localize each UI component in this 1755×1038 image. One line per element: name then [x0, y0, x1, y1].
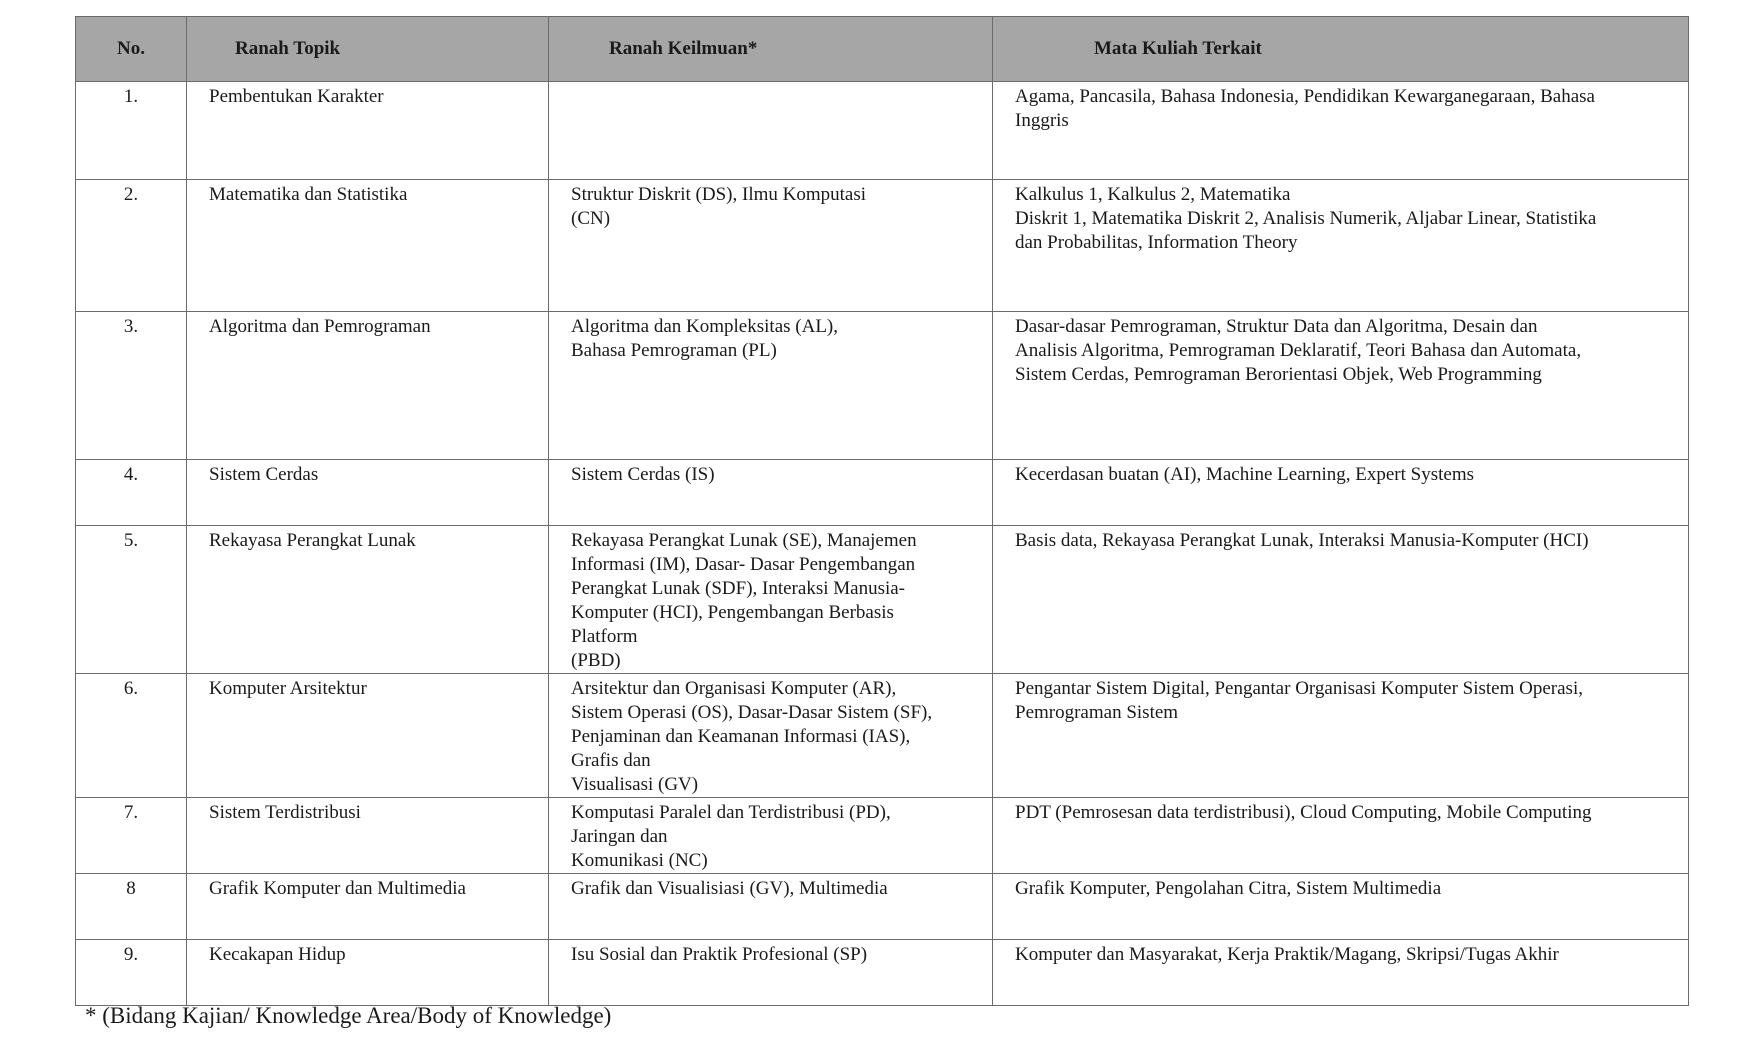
cell-ranah-topik: Grafik Komputer dan Multimedia	[187, 874, 549, 940]
cell-mata-kuliah: Pengantar Sistem Digital, Pengantar Organisasi Komputer Sistem Operasi, Pemrograman Sistem	[993, 674, 1689, 798]
cell-no: 9.	[76, 940, 187, 1006]
cell-ranah-keilmuan: Arsitektur dan Organisasi Komputer (AR), Sistem Operasi (OS), Dasar-Dasar Sistem (SF), Penjaminan dan Keamanan Informasi (IAS), Grafis dan Visualisasi (GV)	[549, 674, 993, 798]
table-row	[76, 180, 1689, 312]
cell-mata-kuliah: Agama, Pancasila, Bahasa Indonesia, Pendidikan Kewarganegaraan, Bahasa Inggris	[993, 82, 1689, 180]
cell-ranah-topik: Algoritma dan Pemrograman	[187, 312, 549, 460]
table-row	[76, 526, 1689, 674]
table-row	[76, 940, 1689, 1006]
cell-no: 3.	[76, 312, 187, 460]
table-footnote: * (Bidang Kajian/ Knowledge Area/Body of Knowledge)	[85, 1003, 612, 1028]
cell-ranah-keilmuan: Struktur Diskrit (DS), Ilmu Komputasi (CN)	[549, 180, 993, 312]
cell-no: 2.	[76, 180, 187, 312]
table-row	[76, 674, 1689, 798]
cell-ranah-keilmuan: Sistem Cerdas (IS)	[549, 460, 993, 526]
cell-mata-kuliah: Grafik Komputer, Pengolahan Citra, Sistem Multimedia	[993, 874, 1689, 940]
header-mata-kuliah: Mata Kuliah Terkait	[993, 17, 1689, 82]
header-ranah-keilmuan: Ranah Keilmuan*	[549, 17, 993, 82]
cell-ranah-topik: Sistem Terdistribusi	[187, 798, 549, 874]
cell-no: 8	[76, 874, 187, 940]
cell-ranah-keilmuan: Isu Sosial dan Praktik Profesional (SP)	[549, 940, 993, 1006]
cell-no: 4.	[76, 460, 187, 526]
cell-no: 7.	[76, 798, 187, 874]
cell-no: 5.	[76, 526, 187, 674]
cell-ranah-keilmuan: Grafik dan Visualisiasi (GV), Multimedia	[549, 874, 993, 940]
table-header	[76, 17, 1689, 82]
cell-ranah-keilmuan: Algoritma dan Kompleksitas (AL), Bahasa Pemrograman (PL)	[549, 312, 993, 460]
cell-mata-kuliah: Komputer dan Masyarakat, Kerja Praktik/Magang, Skripsi/Tugas Akhir	[993, 940, 1689, 1006]
table-row	[76, 312, 1689, 460]
table-row	[76, 82, 1689, 180]
cell-mata-kuliah: PDT (Pemrosesan data terdistribusi), Cloud Computing, Mobile Computing	[993, 798, 1689, 874]
cell-ranah-topik: Kecakapan Hidup	[187, 940, 549, 1006]
table-row	[76, 460, 1689, 526]
cell-ranah-keilmuan: Komputasi Paralel dan Terdistribusi (PD), Jaringan dan Komunikasi (NC)	[549, 798, 993, 874]
cell-mata-kuliah: Basis data, Rekayasa Perangkat Lunak, Interaksi Manusia-Komputer (HCI)	[993, 526, 1689, 674]
cell-ranah-topik: Rekayasa Perangkat Lunak	[187, 526, 549, 674]
cell-mata-kuliah: Kecerdasan buatan (AI), Machine Learning, Expert Systems	[993, 460, 1689, 526]
cell-ranah-keilmuan: Rekayasa Perangkat Lunak (SE), Manajemen Informasi (IM), Dasar- Dasar Pengembangan Perangkat Lunak (SDF), Interaksi Manusia- Komputer (HCI), Pengembangan Berbasis Platform (PBD)	[549, 526, 993, 674]
cell-ranah-topik: Matematika dan Statistika	[187, 180, 549, 312]
cell-ranah-topik: Komputer Arsitektur	[187, 674, 549, 798]
header-no: No.	[76, 17, 187, 82]
cell-ranah-topik: Pembentukan Karakter	[187, 82, 549, 180]
curriculum-table	[75, 16, 1689, 1006]
table-body	[76, 82, 1689, 1006]
cell-ranah-keilmuan	[549, 82, 993, 180]
header-ranah-topik: Ranah Topik	[187, 17, 549, 82]
cell-ranah-topik: Sistem Cerdas	[187, 460, 549, 526]
cell-mata-kuliah: Kalkulus 1, Kalkulus 2, Matematika Diskrit 1, Matematika Diskrit 2, Analisis Numerik, Aljabar Linear, Statistika dan Probabilitas, Information Theory	[993, 180, 1689, 312]
table-row	[76, 798, 1689, 874]
cell-mata-kuliah: Dasar-dasar Pemrograman, Struktur Data dan Algoritma, Desain dan Analisis Algoritma, Pemrograman Deklaratif, Teori Bahasa dan Automata, Sistem Cerdas, Pemrograman Berorientasi Objek, Web Programming	[993, 312, 1689, 460]
table-row	[76, 874, 1689, 940]
header-row	[76, 17, 1689, 82]
cell-no: 6.	[76, 674, 187, 798]
cell-no: 1.	[76, 82, 187, 180]
